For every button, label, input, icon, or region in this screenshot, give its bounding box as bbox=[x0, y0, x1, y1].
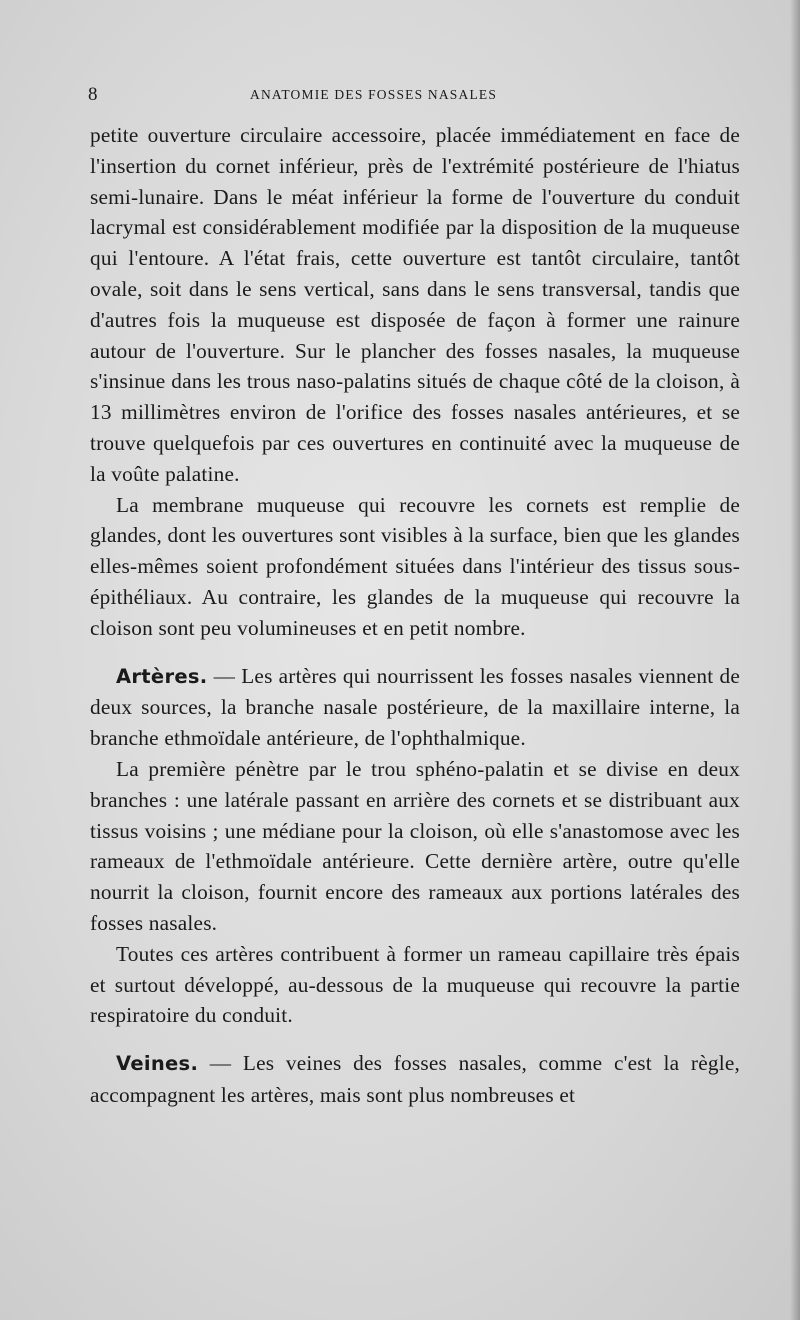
page-edge-shadow bbox=[790, 0, 800, 1320]
paragraph-capillaire bbox=[90, 939, 740, 1031]
body-text bbox=[90, 120, 740, 1111]
paragraph-arteres bbox=[90, 661, 740, 754]
paragraph-text: La membrane muqueuse qui recouvre les cornets est remplie de glandes, dont les ouvertures sont visibles à la surface, bien que les glandes elles-mêmes soient profondément situées dans l'intérieur des tissus sous-épithéliaux. Au contraire, les glandes de la muqueuse qui recouvre la cloison sont peu volumineuses et en petit nombre. bbox=[90, 492, 740, 640]
paragraph-text: Toutes ces artères contribuent à former un rameau capillaire très épais et surtout développé, au-dessous de la muqueuse qui recouvre la partie respiratoire du conduit. bbox=[90, 941, 740, 1028]
paragraph-premiere-artere bbox=[90, 754, 740, 939]
paragraph-lacrymal bbox=[90, 120, 740, 490]
page-number: 8 bbox=[88, 84, 98, 105]
running-title: ANATOMIE DES FOSSES NASALES bbox=[250, 87, 498, 102]
paragraph-text: petite ouverture circulaire accessoire, placée immédiatement en face de l'insertion du cornet inférieur, près de l'extrémité postérieure de l'hiatus semi-lunaire. Dans le méat inférieur la forme de l'ouverture du conduit lacrymal est considérablement modifiée par la disposition de la muqueuse qui l'entoure. A l'état frais, cette ouverture est tantôt circulaire, tantôt ovale, soit dans le sens vertical, sans dans le sens transversal, tandis que d'autres fois la muqueuse est disposée de façon à former une rainure autour de l'ouverture. Sur le plancher des fosses nasales, la muqueuse s'insinue dans les trous naso-palatins situés de chaque côté de la cloison, à 13 millimètres environ de l'orifice des fosses nasales antérieures, et se trouve quelquefois par ces ouvertures en continuité avec la muqueuse de la voûte palatine. bbox=[90, 123, 740, 486]
paragraph-glandes bbox=[90, 490, 740, 644]
paragraph-text: — Les veines des fosses nasales, comme c'est la règle, accompagnent les artères, mais sont plus nombreuses et bbox=[90, 1051, 740, 1107]
section-heading-veines: Veines. bbox=[116, 1052, 199, 1076]
paragraph-text: — Les artères qui nourrissent les fosses nasales viennent de deux sources, la branche nasale postérieure, de la maxillaire interne, la branche ethmoïdale antérieure, de l'ophthalmique. bbox=[90, 663, 740, 751]
paragraph-text: La première pénètre par le trou sphéno-palatin et se divise en deux branches : une latérale passant en arrière des cornets et se distribuant aux tissus voisins ; une médiane pour la cloison, où elle s'anastomose avec les rameaux de l'ethmoïdale antérieure. Cette dernière artère, outre qu'elle nourrit la cloison, fournit encore des rameaux aux portions latérales des fosses nasales. bbox=[90, 756, 740, 935]
section-heading-arteres: Artères. bbox=[116, 664, 208, 688]
paragraph-veines bbox=[90, 1048, 740, 1111]
page-header bbox=[88, 84, 728, 108]
